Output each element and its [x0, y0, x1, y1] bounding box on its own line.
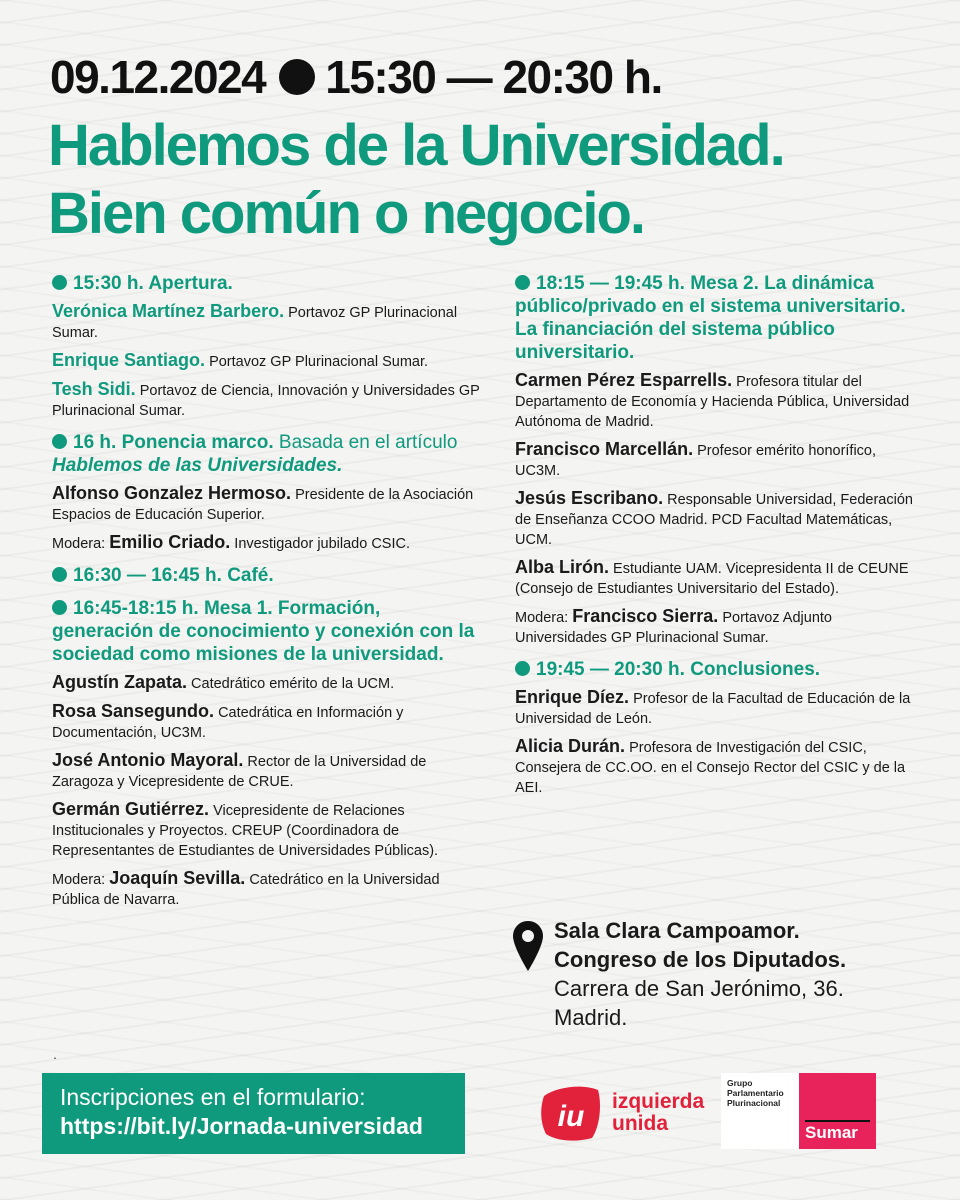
section-title: 18:15 — 19:45 h. Mesa 2. La dinámica público/privado en el sistema universitario. La financiación del sistema público universitario.: [515, 273, 906, 363]
sumar-group-label: Grupo Parlamentario Plurinacional: [721, 1073, 799, 1149]
speaker-desc: Presidente de la Asociación Espacios de Educación Superior.: [52, 487, 474, 523]
speaker-name: Alba Lirón.: [515, 557, 609, 577]
speaker-name: Alicia Durán.: [515, 736, 626, 756]
speaker-name: Tesh Sidi.: [52, 379, 136, 399]
section-mesa-1: [52, 597, 482, 910]
bullet-icon: [52, 600, 67, 615]
registration-label: Inscripciones en el formulario:: [60, 1084, 366, 1110]
speaker-name: Germán Gutiérrez.: [52, 799, 210, 819]
speaker: [515, 439, 915, 481]
speaker-name: Enrique Díez.: [515, 687, 630, 707]
speaker: [52, 301, 482, 343]
speaker-name: Jesús Escribano.: [515, 488, 664, 508]
moderator: Modera: Emilio Criado. Investigador jubilado CSIC.: [52, 532, 411, 552]
section-title: 16:30 — 16:45 h. Café.: [52, 564, 482, 587]
venue-building: Congreso de los Diputados.: [554, 947, 847, 972]
venue-street: Carrera de San Jerónimo, 36.: [554, 976, 844, 1001]
speaker-desc: Portavoz GP Plurinacional Sumar.: [52, 305, 458, 341]
iu-mark-text: iu: [557, 1100, 585, 1133]
sumar-word: Sumar: [805, 1123, 858, 1142]
speaker-desc: Profesora de Investigación del CSIC, Consejera de CC.OO. en el Consejo Rector del CSIC y de la AEI.: [515, 740, 906, 796]
speaker-desc: Profesor emérito honorífico, UC3M.: [515, 443, 877, 479]
speaker-desc: Profesor de la Facultad de Educación de la Universidad de León.: [515, 691, 911, 727]
speaker: [515, 557, 915, 599]
event-location: [512, 916, 846, 1032]
speaker: [52, 672, 482, 694]
venue-city: Madrid.: [554, 1005, 628, 1030]
izquierda-unida-logo: [538, 1082, 704, 1144]
speaker-desc: Catedrático emérito de la UCM.: [191, 676, 395, 692]
speaker-desc: Portavoz GP Plurinacional Sumar.: [209, 354, 429, 370]
speaker: [515, 687, 915, 729]
speaker-name: Alfonso Gonzalez Hermoso.: [52, 483, 292, 503]
bullet-icon: [515, 661, 530, 676]
venue-room: Sala Clara Campoamor.: [554, 918, 800, 943]
speaker: [515, 488, 915, 550]
location-text: [554, 916, 846, 1032]
speaker: [515, 370, 915, 432]
section-apertura: [52, 272, 482, 421]
speaker-desc: Catedrática en Información y Documentación, UC3M.: [52, 705, 404, 741]
section-conclusiones: [515, 658, 915, 798]
section-ponencia: [52, 431, 482, 554]
speaker: [52, 350, 482, 372]
speaker-name: Francisco Marcellán.: [515, 439, 694, 459]
speaker-name: Enrique Santiago.: [52, 350, 206, 370]
event-date: 09.12.2024: [50, 51, 266, 103]
speaker: [52, 701, 482, 743]
speaker-name: Verónica Martínez Barbero.: [52, 301, 285, 321]
moderator: Modera: Joaquín Sevilla. Catedrático en la Universidad Pública de Navarra.: [52, 868, 440, 908]
section-mesa-2: [515, 272, 915, 648]
speaker: [52, 379, 482, 421]
speaker-desc: Portavoz de Ciencia, Innovación y Universidades GP Plurinacional Sumar.: [52, 383, 480, 419]
iu-wordmark: izquierda unida: [612, 1090, 705, 1135]
title-line-1: Hablemos de la Universidad.: [48, 113, 784, 178]
section-title: 15:30 h. Apertura.: [52, 272, 482, 295]
section-title: 16 h. Ponencia marco. Basada en el artículo Hablemos de las Universidades.: [52, 432, 458, 476]
section-cafe: [52, 564, 482, 587]
stray-dot: .: [53, 1046, 57, 1062]
iu-logo-icon: [538, 1082, 604, 1144]
section-title: 16:45-18:15 h. Mesa 1. Formación, generación de conocimiento y conexión con la sociedad como misiones de la universidad.: [52, 598, 475, 665]
event-date-time: [50, 50, 662, 104]
speaker-desc: Profesora titular del Departamento de Economía y Hacienda Pública, Universidad Autónoma de Madrid.: [515, 374, 910, 430]
event-time: 15:30 — 20:30 h.: [325, 51, 662, 103]
bullet-icon: [52, 275, 67, 290]
speaker-desc: Responsable Universidad, Federación de Enseñanza CCOO Madrid. PCD Facultad Matemáticas, UCM.: [515, 492, 913, 548]
section-title: 19:45 — 20:30 h. Conclusiones.: [515, 658, 915, 681]
registration-box: [42, 1073, 465, 1154]
speaker-name: Rosa Sansegundo.: [52, 701, 215, 721]
speaker: [52, 799, 482, 861]
speaker-name: Carmen Pérez Esparrells.: [515, 370, 733, 390]
program-right-column: [515, 272, 915, 808]
separator-dot-icon: [279, 59, 315, 95]
speaker-name: José Antonio Mayoral.: [52, 750, 244, 770]
speaker: [52, 483, 482, 525]
speaker: [52, 750, 482, 792]
sumar-logo: [721, 1073, 876, 1149]
location-pin-icon: [512, 920, 544, 972]
title-line-2: Bien común o negocio.: [48, 181, 645, 246]
bullet-icon: [515, 275, 530, 290]
speaker-desc: Vicepresidente de Relaciones Institucionales y Proyectos. CREUP (Coordinadora de Representantes de Estudiantes de Universidades Públicas).: [52, 803, 439, 859]
bullet-icon: [52, 567, 67, 582]
moderator: Modera: Francisco Sierra. Portavoz Adjunto Universidades GP Plurinacional Sumar.: [515, 606, 832, 646]
program-left-column: [52, 272, 482, 920]
speaker-desc: Rector de la Universidad de Zaragoza y Vicepresidente de CRUE.: [52, 754, 427, 790]
speaker-desc: Estudiante UAM. Vicepresidenta II de CEUNE (Consejo de Estudiantes Universitario del Estado).: [515, 561, 909, 597]
speaker-name: Agustín Zapata.: [52, 672, 188, 692]
page-title: [48, 112, 784, 248]
registration-link[interactable]: https://bit.ly/Jornada-universidad: [60, 1113, 423, 1139]
speaker: [515, 736, 915, 798]
bullet-icon: [52, 434, 67, 449]
sumar-bar: [805, 1120, 870, 1122]
sumar-brand-block: [799, 1073, 876, 1149]
